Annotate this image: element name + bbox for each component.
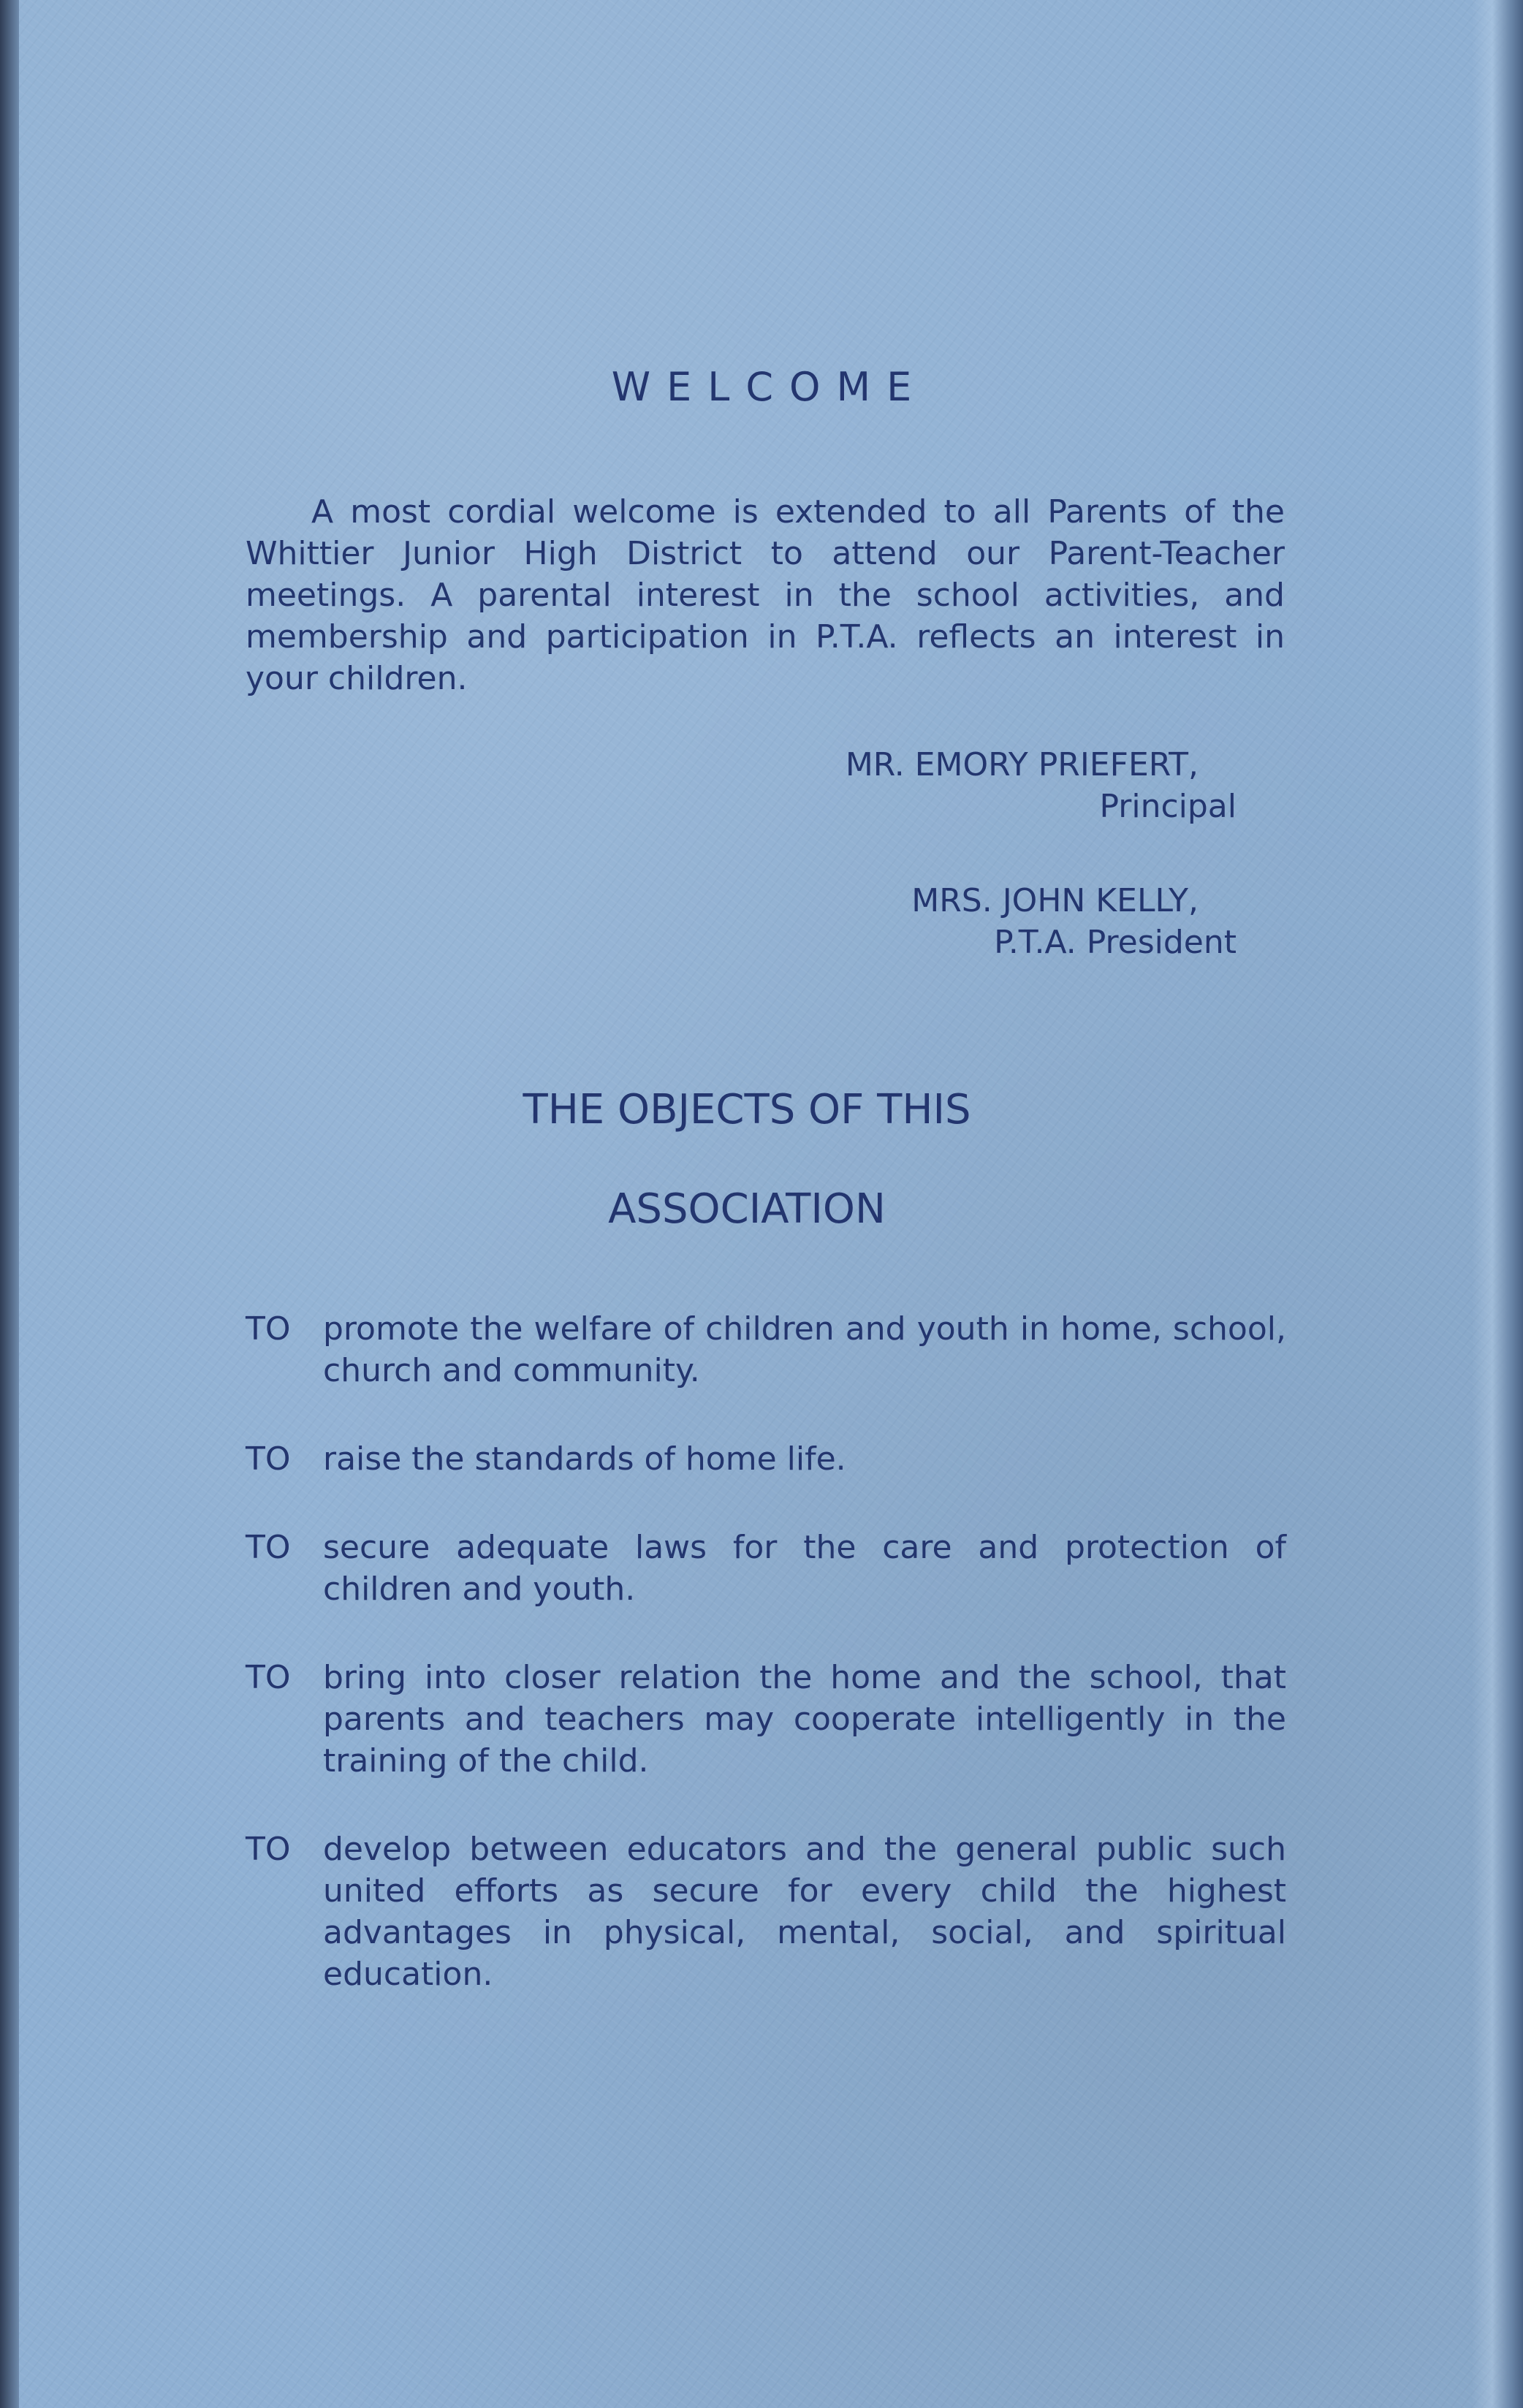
item-prefix: TO — [246, 1440, 291, 1478]
item-text: promote the welfare of children and youth in home, school, church and community. — [323, 1310, 1286, 1389]
signature-role: P.T.A. President — [994, 924, 1237, 961]
signature-principal — [846, 744, 1237, 827]
signature-name: MR. EMORY PRIEFERT, — [845, 746, 1199, 783]
objects-title-line2: ASSOCIATION — [608, 1185, 886, 1233]
item-text: raise the standards of home life. — [323, 1440, 846, 1478]
welcome-heading: WELCOME — [611, 364, 928, 410]
objects-list-item — [246, 1308, 1286, 1391]
objects-list-item — [246, 1828, 1286, 1995]
objects-list-item — [246, 1438, 1286, 1480]
objects-title-line1: THE OBJECTS OF THIS — [523, 1086, 971, 1133]
objects-list-item — [246, 1527, 1286, 1610]
signature-pta-president — [911, 880, 1237, 963]
item-prefix: TO — [246, 1659, 291, 1696]
item-text: bring into closer relation the home and the school, that parents and teachers may cooperate intelligently in the training of the child. — [323, 1659, 1286, 1780]
welcome-paragraph: A most cordial welcome is extended to all Parents of the Whittier Junior High District to attend our Parent-Teacher meetings. A parental interest in the school activities, and membership and participation in P.T.A. reflects an interest in your children. — [246, 493, 1285, 697]
item-text: secure adequate laws for the care and protection of children and youth. — [323, 1529, 1286, 1608]
item-prefix: TO — [246, 1529, 291, 1566]
signature-role: Principal — [1099, 788, 1237, 825]
objects-list-item — [246, 1657, 1286, 1782]
signature-name: MRS. JOHN KELLY, — [911, 882, 1199, 919]
objects-list — [246, 1308, 1286, 2042]
item-prefix: TO — [246, 1310, 291, 1348]
item-text: develop between educators and the general public such united efforts as secure for every child the highest advantages in physical, mental, social, and spiritual education. — [323, 1831, 1286, 1993]
item-prefix: TO — [246, 1831, 291, 1868]
